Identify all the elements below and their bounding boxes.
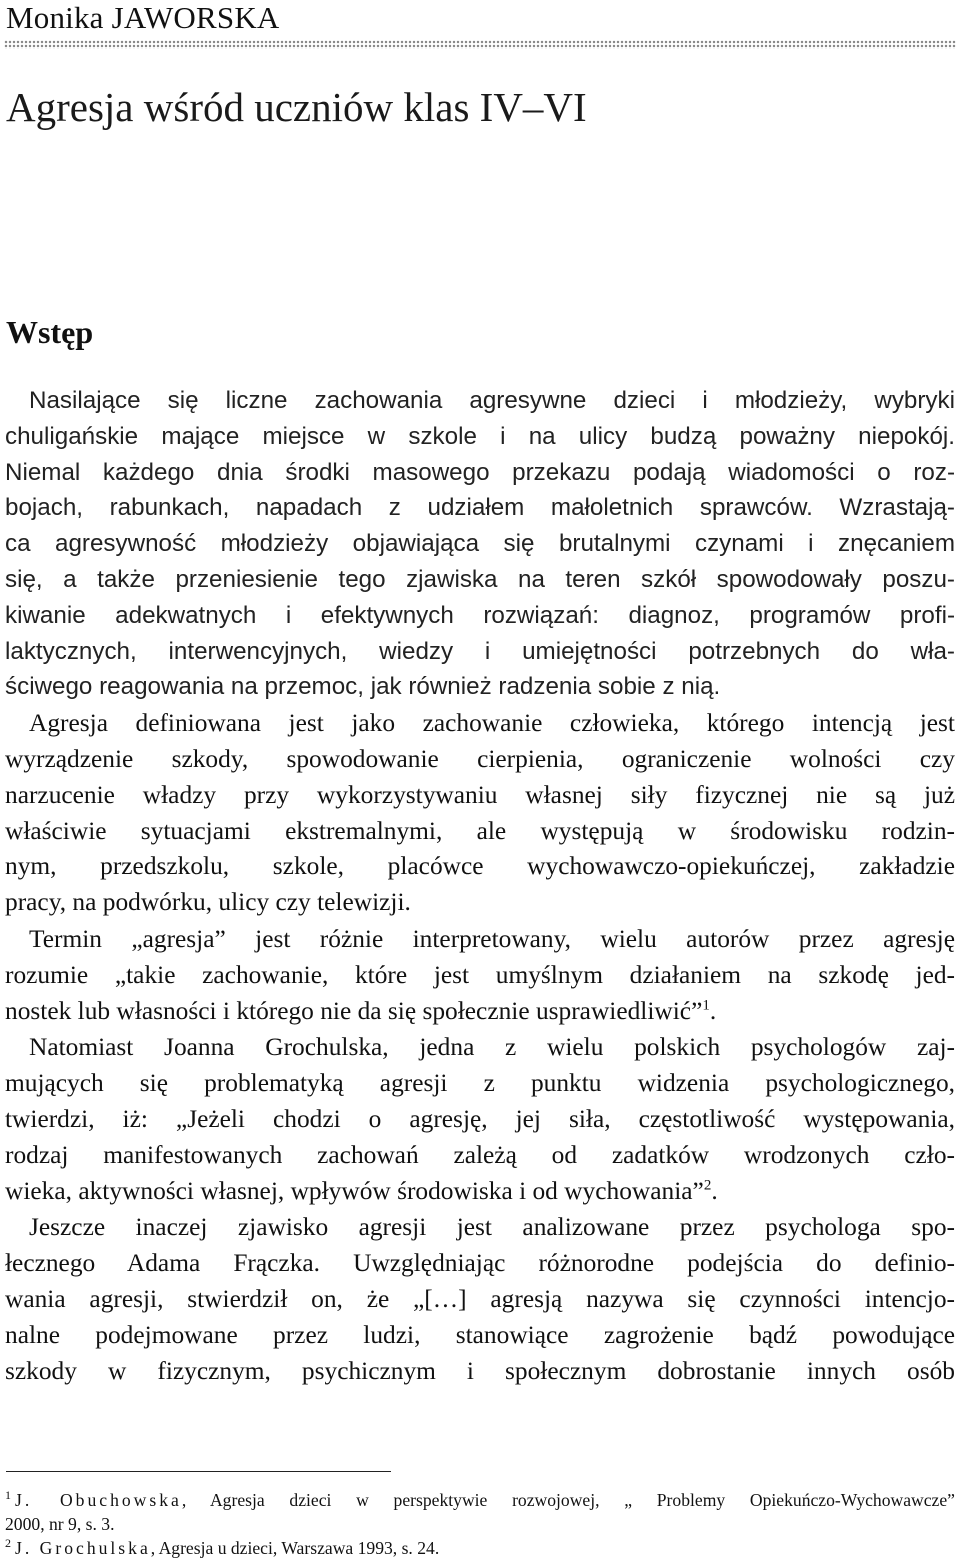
section-heading: Wstęp [6,314,94,350]
text-line: właściwie sytuacjami ekstremalnymi, ale występują w środowisku rodzin- [5,816,955,845]
text-line: twierdzi, iż: „Jeżeli chodzi o agresję, jej siła, częstotliwość występowania, [5,1104,955,1133]
text-line: mujących się problematyką agresji z punktu widzenia psychologicznego, [5,1069,955,1098]
text-line: kiwanie adekwatnych i efektywnych rozwiązań: diagnoz, programów profi- [5,601,955,629]
text-line: chuligańskie mające miejsce w szkole i na ulicy budzą poważny niepokój. [5,422,955,450]
footnote-number: 1 [5,1488,11,1503]
text-line: ca agresywność młodzieży objawiająca się brutalnymi czynami i znęcaniem [5,530,955,558]
footnote-text: , Agresja dzieci w perspektywie rozwojowej, „ Problemy Opiekuńczo-Wychowawcze” [181,1490,955,1510]
article-body [5,383,955,1389]
footnote-ref: 2 [703,1177,712,1194]
text-fragment: nostek lub własności i którego nie da się społecznie usprawiedliwić” [5,996,703,1025]
text-line: się, a także przeniesienie tego zjawiska na teren szkół spowodowały poszu- [5,565,955,593]
text-line: bojach, rabunkach, napadach z udziałem małoletnich sprawców. Wzrastają- [5,494,955,522]
text-line: wyrządzenie szkody, spowodowanie cierpienia, ograniczenie wolności czy [5,744,955,773]
text-line: Agresja definiowana jest jako zachowanie człowieka, którego intencją jest [29,709,955,738]
text-line: pracy, na podwórku, ulicy czy telewizji. [5,888,411,917]
footnote-text: , Agresja u dzieci, Warszawa 1993, s. 24. [150,1538,440,1558]
text-line: laktycznych, interwencyjnych, wiedzy i umiejętności potrzebnych do wła- [5,637,955,665]
footnote-2 [5,1536,955,1560]
text-line: Jeszcze inaczej zjawisko agresji jest analizowane przez psychologa spo- [29,1213,955,1242]
footnote-author: J. Grochulska [15,1538,151,1558]
text-fragment: . [709,996,717,1025]
text-line [5,1174,955,1210]
article-title: Agresja wśród uczniów klas IV–VI [6,84,587,130]
text-line: rodzaj manifestowanych zachowań zależą od zadatków wrodzonych czło- [5,1140,955,1169]
text-line: Nasilające się liczne zachowania agresywne dzieci i młodzieży, wybryki [29,387,955,414]
author-name: Monika JAWORSKA [6,0,280,35]
text-line: ściwego reagowania na przemoc, jak również radzenia sobie z nią. [5,673,721,701]
text-line: szkody w fizycznym, psychicznym i społecznym dobrostanie innych osób [5,1356,955,1385]
text-line: Termin „agresja” jest różnie interpretowany, wielu autorów przez agresję [29,924,955,953]
footnotes [5,1488,955,1560]
footnote-ref: 1 [702,997,710,1014]
text-line [5,994,955,1030]
footnote-1 [5,1488,955,1512]
footnote-number: 2 [5,1536,11,1551]
footnote-rule [6,1471,391,1472]
text-line: nalne podejmowane przez ludzi, stanowiące zagrożenie bądź powodujące [5,1320,955,1349]
footnote-author: J. Obuchowska [15,1490,182,1510]
text-line: Natomiast Joanna Grochulska, jedna z wielu polskich psychologów zaj- [29,1033,955,1062]
text-fragment: . [711,1176,718,1205]
dotted-divider [4,40,956,49]
text-line: wania agresji, stwierdził on, że „[…] agresją nazywa się czynności intencjo- [5,1284,955,1313]
text-line: rozumie „takie zachowanie, które jest umyślnym działaniem na szkodę jed- [5,960,955,989]
text-line: łecznego Adama Frączka. Uwzględniając różnorodne podejścia do definio- [5,1249,955,1278]
text-fragment: wieka, aktywności własnej, wpływów środowiska i od wychowania” [5,1176,704,1205]
text-line: narzucenie władzy przy wykorzystywaniu własnej siły fizycznej nie są już [5,780,955,809]
text-line: nym, przedszkolu, szkole, placówce wychowawczo-opiekuńczej, zakładzie [5,852,955,881]
text-line: Niemal każdego dnia środki masowego przekazu podają wiadomości o roz- [5,458,955,486]
footnote-1-cont: 2000, nr 9, s. 3. [5,1514,115,1534]
